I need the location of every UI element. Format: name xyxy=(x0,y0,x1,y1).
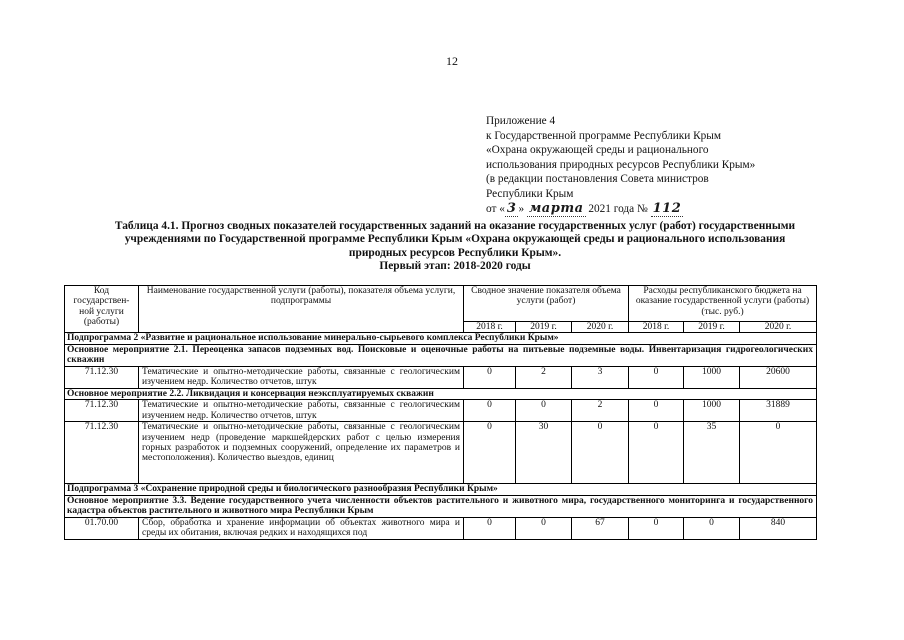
cell-value: 2 xyxy=(572,400,629,422)
cell-value: 0 xyxy=(629,400,684,422)
cell-name: Тематические и опытно-методические работы, связанные с геологическим изучением недр (проведение маркшейдерских работ с целью измерения горных разработок и подземных сооружений, определение их параметров и местоположения). Количество выездов, единиц xyxy=(139,422,464,484)
event-2-2-row: Основное мероприятие 2.2. Ликвидация и консервация неэксплуатируемых скважин xyxy=(65,388,817,399)
header-year: 2020 г. xyxy=(740,322,817,333)
cell-value: 0 xyxy=(740,422,817,484)
cell-value: 0 xyxy=(516,400,572,422)
cell-name: Тематические и опытно-методические работы, связанные с геологическим изучением недр. Количество отчетов, штук xyxy=(139,366,464,388)
cell-value: 0 xyxy=(464,517,516,539)
cell-value: 35 xyxy=(684,422,740,484)
cell-value: 0 xyxy=(684,517,740,539)
cell-value: 0 xyxy=(629,366,684,388)
appendix-line: Республики Крым xyxy=(486,187,574,200)
title-line: Таблица 4.1. Прогноз сводных показателей государственных заданий на оказание государственных услуг (работ) государственными xyxy=(114,220,796,232)
date-prefix: от « xyxy=(486,202,505,215)
cell-name: Тематические и опытно-методические работы, связанные с геологическим изучением недр. Количество отчетов, штук xyxy=(139,400,464,422)
page-number: 12 xyxy=(446,54,458,68)
cell-value: 67 xyxy=(572,517,629,539)
cell-value: 0 xyxy=(629,517,684,539)
appendix-line: использования природных ресурсов Республики Крым» xyxy=(486,158,756,171)
table-title xyxy=(60,220,850,274)
appendix-line: Приложение 4 xyxy=(486,115,556,127)
header-year: 2018 г. xyxy=(629,322,684,333)
title-line: Первый этап: 2018-2020 годы xyxy=(379,260,531,273)
subprogram-2-row: Подпрограмма 2 «Развитие и рациональное использование минерально-сырьевого комплекса Республики Крым» xyxy=(65,333,817,344)
cell-value: 1000 xyxy=(684,366,740,388)
cell-value: 31889 xyxy=(740,400,817,422)
header-volume: Сводное значение показателя объема услуги (работ) xyxy=(464,286,629,322)
appendix-date-line xyxy=(486,202,755,218)
event-3-3-row: Основное мероприятие 3.3. Ведение государственного учета численности объектов растительного и животного мира, государственного мониторинга и государственного кадастра объектов растительного и животного мира Республики Крым xyxy=(65,495,817,517)
handwritten-month: марта xyxy=(528,200,584,216)
cell-value: 0 xyxy=(464,366,516,388)
header-expenses: Расходы республиканского бюджета на оказание государственной услуги (работы) (тыс. руб.) xyxy=(629,286,817,322)
table-row xyxy=(65,517,817,539)
table-row xyxy=(65,400,817,422)
appendix-block xyxy=(486,114,755,217)
header-year: 2020 г. xyxy=(572,322,629,333)
header-year: 2018 г. xyxy=(464,322,516,333)
header-year: 2019 г. xyxy=(516,322,572,333)
appendix-line: «Охрана окружающей среды и рационального xyxy=(486,144,709,157)
cell-value: 0 xyxy=(464,422,516,484)
cell-value: 840 xyxy=(740,517,817,539)
cell-value: 20600 xyxy=(740,366,817,388)
header-name: Наименование государственной услуги (работы), показателя объема услуги, подпрограммы xyxy=(139,286,464,333)
cell-code: 71.12.30 xyxy=(65,400,139,422)
cell-code: 01.70.00 xyxy=(65,517,139,539)
cell-value: 0 xyxy=(572,422,629,484)
date-mid: » xyxy=(518,202,525,215)
appendix-line: к Государственной программе Республики Крым xyxy=(486,129,722,142)
title-line: природных ресурсов Республики Крым». xyxy=(348,246,562,259)
cell-value: 0 xyxy=(629,422,684,484)
table-row xyxy=(65,422,817,484)
date-suffix: 2021 года № xyxy=(588,202,648,215)
appendix-line: (в редакции постановления Совета министров xyxy=(486,173,709,186)
cell-value: 0 xyxy=(464,400,516,422)
cell-value: 1000 xyxy=(684,400,740,422)
cell-code: 71.12.30 xyxy=(65,366,139,388)
cell-name: Сбор, обработка и хранение информации об объектах животного мира и среды их обитания, включая редких и находящихся под xyxy=(139,517,464,539)
handwritten-day: 3 xyxy=(506,200,517,216)
cell-value: 30 xyxy=(516,422,572,484)
cell-value: 3 xyxy=(572,366,629,388)
cell-code: 71.12.30 xyxy=(65,422,139,484)
header-year: 2019 г. xyxy=(684,322,740,333)
handwritten-doc-number: 112 xyxy=(652,200,682,216)
cell-value: 2 xyxy=(516,366,572,388)
title-line: учреждениями по Государственной программе Республики Крым «Охрана окружающей среды и рационального использования xyxy=(124,233,786,246)
table-row xyxy=(65,366,817,388)
event-2-1-row: Основное мероприятие 2.1. Переоценка запасов подземных вод. Поисковые и оценочные работы на питьевые подземные воды. Инвентаризация гидрогеологических скважин xyxy=(65,344,817,366)
cell-value: 0 xyxy=(516,517,572,539)
header-code: Код государствен-ной услуги (работы) xyxy=(65,286,139,333)
indicators-table xyxy=(64,285,817,540)
subprogram-3-row: Подпрограмма 3 «Сохранение природной среды и биологического разнообразия Республики Крым» xyxy=(65,484,817,495)
